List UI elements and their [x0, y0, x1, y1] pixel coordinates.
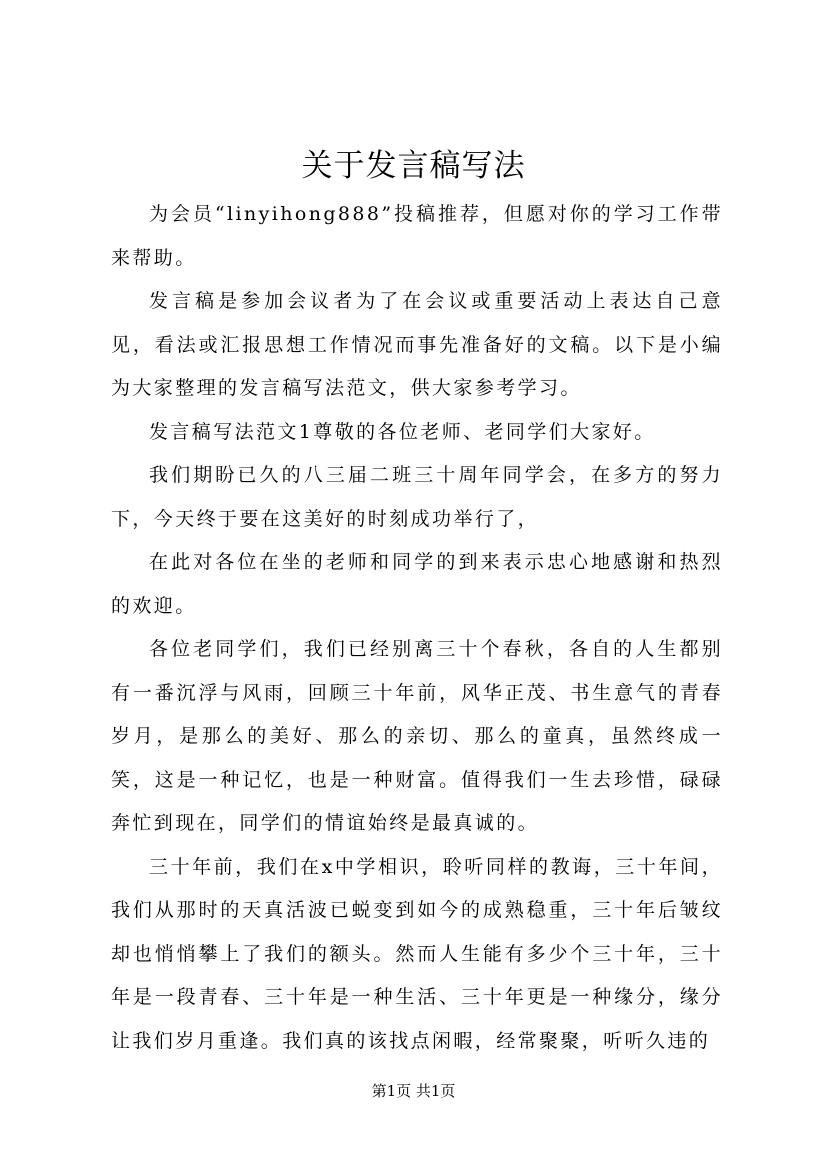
paragraph-reunion: 我们期盼已久的八三届二班三十周年同学会，在多方的努力下，今天终于要在这美好的时刻成功举行了，: [111, 464, 723, 530]
paragraph-thanks: 在此对各位在坐的老师和同学的到来表示忠心地感谢和热烈的欢迎。: [111, 551, 723, 617]
paragraph-definition: 发言稿是参加会议者为了在会议或重要活动上表达自己意见，看法或汇报思想工作情况而事先准备好的文稿。以下是小编为大家整理的发言稿写法范文，供大家参考学习。: [111, 290, 723, 399]
paragraph-memories: 各位老同学们，我们已经别离三十个春秋，各自的人生都别有一番沉浮与风雨，回顾三十年前，风华正茂、书生意气的青春岁月，是那么的美好、那么的亲切、那么的童真，虽然终成一笑，这是一种记忆，也是一种财富。值得我们一生去珍惜，碌碌奔忙到现在，同学们的情谊始终是最真诚的。: [111, 638, 723, 834]
page-number-footer: 第1页 共1页: [371, 1082, 456, 1100]
paragraph-sample-heading: 发言稿写法范文1尊敬的各位老师、老同学们大家好。: [149, 420, 656, 443]
document-title: 关于发言稿写法: [301, 148, 526, 184]
paragraph-intro: 为会员“linyihong888”投稿推荐，但愿对你的学习工作带来帮助。: [111, 203, 723, 269]
document-body: [111, 193, 723, 1063]
paragraph-thirty-years: 三十年前，我们在x中学相识，聆听同样的教诲，三十年间，我们从那时的天真活波已蜕变到如今的成熟稳重，三十年后皱纹却也悄悄攀上了我们的额头。然而人生能有多少个三十年，三十年是一段青春、三十年是一种生活、三十年更是一种缘分，缘分让我们岁月重逢。我们真的该找点闲暇，经常聚聚，听听久违的: [111, 855, 723, 1052]
